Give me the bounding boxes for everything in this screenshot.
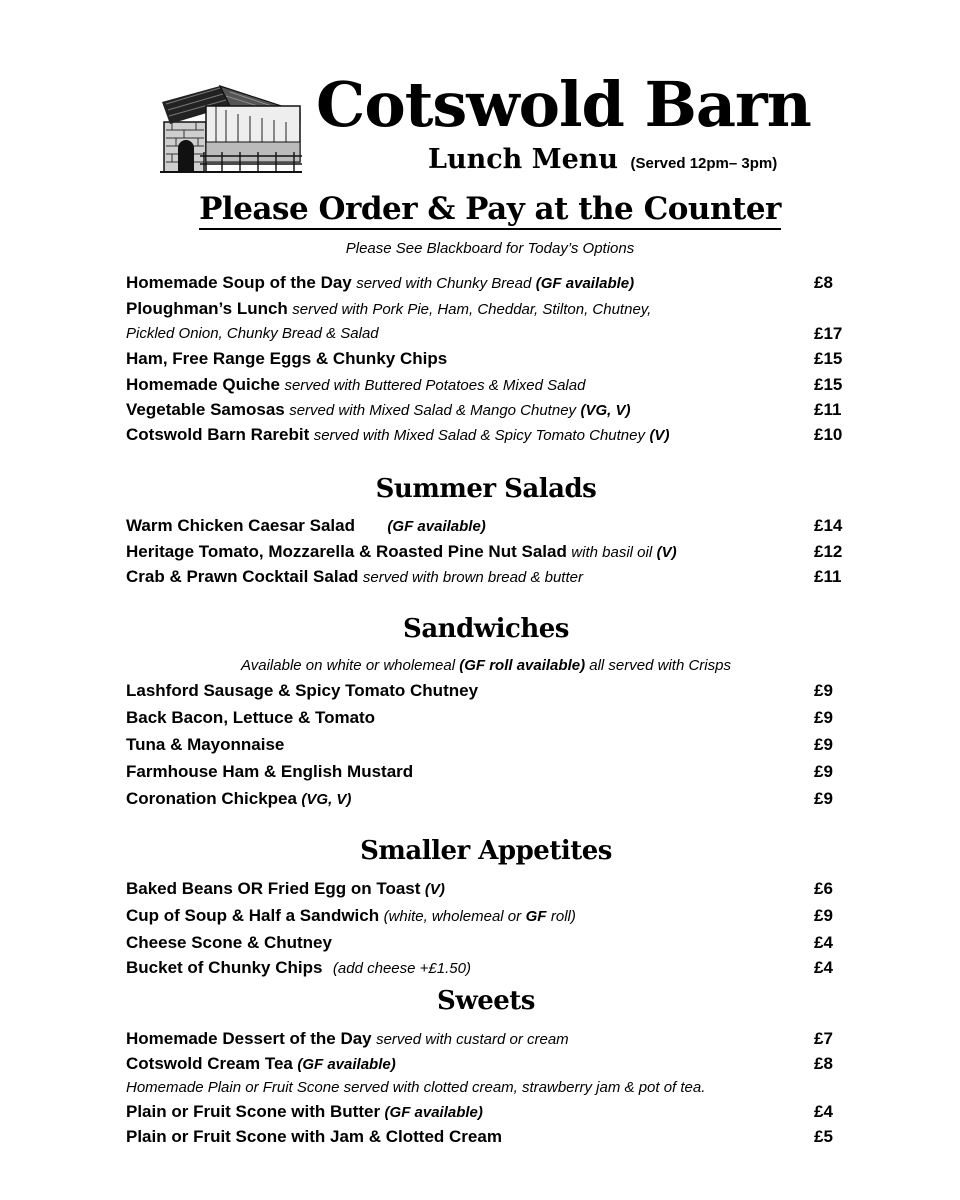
section-heading-sandwiches: Sandwiches bbox=[403, 614, 569, 644]
item-tag: (V) bbox=[649, 427, 670, 444]
item-desc: served with Mixed Salad & Mango Chutney bbox=[289, 402, 577, 419]
item-name: Vegetable Samosas bbox=[126, 400, 285, 419]
item-price: £8 bbox=[814, 1054, 833, 1073]
item-price: £4 bbox=[814, 958, 833, 977]
menu-item bbox=[126, 539, 846, 565]
item-price: £15 bbox=[814, 349, 843, 368]
item-price: £6 bbox=[814, 879, 833, 898]
item-price: £9 bbox=[814, 762, 833, 781]
item-tag: (V) bbox=[424, 881, 445, 898]
cream-tea-note: Homemade Plain or Fruit Scone served with clotted cream, strawberry jam & pot of tea. bbox=[126, 1079, 706, 1096]
menu-item bbox=[126, 876, 846, 902]
section-heading-salads: Summer Salads bbox=[375, 474, 597, 504]
item-desc: (add cheese +£1.50) bbox=[332, 960, 471, 977]
item-name: Baked Beans OR Fried Egg on Toast bbox=[126, 879, 421, 898]
item-tag: (V) bbox=[656, 544, 677, 561]
item-price: £14 bbox=[814, 516, 843, 535]
item-desc-bold: GF bbox=[525, 908, 547, 925]
item-name: Coronation Chickpea bbox=[126, 789, 297, 808]
menu-item bbox=[126, 678, 846, 704]
item-desc: served with Chunky Bread bbox=[356, 275, 532, 292]
item-tag: (GF available) bbox=[535, 275, 635, 292]
item-tag: (GF available) bbox=[384, 1104, 483, 1121]
menu-item-continuation bbox=[126, 321, 846, 347]
item-tag: (VG, V) bbox=[301, 791, 352, 808]
blackboard-note: Please See Blackboard for Today’s Options bbox=[345, 240, 635, 257]
item-desc: served with custard or cream bbox=[376, 1031, 569, 1048]
item-desc: served with brown bread & butter bbox=[362, 569, 583, 586]
item-price: £4 bbox=[814, 1102, 833, 1121]
sandwich-note-tag: (GF roll available) bbox=[459, 657, 586, 674]
barn-illustration bbox=[160, 82, 302, 174]
item-tag: (GF available) bbox=[387, 518, 486, 535]
section-heading-sweets: Sweets bbox=[437, 986, 535, 1016]
item-name: Warm Chicken Caesar Salad bbox=[126, 516, 355, 535]
item-desc-post: roll) bbox=[550, 908, 576, 925]
item-name: Heritage Tomato, Mozzarella & Roasted Pine Nut Salad bbox=[126, 542, 567, 561]
item-name: Back Bacon, Lettuce & Tomato bbox=[126, 708, 376, 727]
item-name: Cheese Scone & Chutney bbox=[126, 933, 332, 952]
menu-item bbox=[126, 903, 846, 929]
item-name: Tuna & Mayonnaise bbox=[126, 735, 285, 754]
sandwich-note-post: all served with Crisps bbox=[589, 657, 731, 674]
item-price: £9 bbox=[814, 906, 833, 925]
item-tag: (GF available) bbox=[297, 1056, 396, 1073]
menu-item bbox=[126, 786, 846, 812]
item-desc: with basil oil bbox=[571, 544, 653, 561]
item-price: £9 bbox=[814, 681, 833, 700]
order-banner-text: Please Order & Pay at the Counter bbox=[199, 191, 781, 230]
sandwich-note bbox=[0, 657, 960, 674]
sandwich-note-pre: Available on white or wholemeal bbox=[241, 657, 456, 674]
item-name: Ham, Free Range Eggs & Chunky Chips bbox=[126, 349, 448, 368]
menu-item bbox=[126, 422, 846, 448]
menu-item bbox=[126, 1099, 846, 1125]
item-name: Homemade Dessert of the Day bbox=[126, 1029, 372, 1048]
menu-item bbox=[126, 397, 846, 423]
menu-subtitle bbox=[428, 144, 777, 175]
item-name: Cotswold Barn Rarebit bbox=[126, 425, 310, 444]
menu-item bbox=[126, 296, 846, 322]
menu-item bbox=[126, 1026, 846, 1052]
menu-item bbox=[126, 705, 846, 731]
item-name: Bucket of Chunky Chips bbox=[126, 958, 323, 977]
menu-item bbox=[126, 564, 846, 590]
item-tag: (VG, V) bbox=[580, 402, 631, 419]
item-name: Homemade Quiche bbox=[126, 375, 280, 394]
item-price: £4 bbox=[814, 933, 833, 952]
item-price: £8 bbox=[814, 273, 833, 292]
item-price: £5 bbox=[814, 1127, 833, 1146]
brand-title: Cotswold Barn bbox=[316, 68, 811, 141]
section-heading-smaller: Smaller Appetites bbox=[360, 836, 612, 866]
item-desc-continued: Pickled Onion, Chunky Bread & Salad bbox=[126, 325, 379, 342]
item-desc: served with Buttered Potatoes & Mixed Salad bbox=[284, 377, 586, 394]
item-name: Lashford Sausage & Spicy Tomato Chutney bbox=[126, 681, 479, 700]
item-price: £9 bbox=[814, 735, 833, 754]
item-price: £15 bbox=[814, 375, 843, 394]
item-name: Cotswold Cream Tea bbox=[126, 1054, 293, 1073]
menu-item bbox=[126, 1124, 846, 1150]
menu-item bbox=[126, 955, 846, 981]
item-name: Ploughman’s Lunch bbox=[126, 299, 288, 318]
item-price: £11 bbox=[814, 567, 842, 586]
item-name: Plain or Fruit Scone with Butter bbox=[126, 1102, 381, 1121]
item-name: Plain or Fruit Scone with Jam & Clotted Cream bbox=[126, 1127, 502, 1146]
serving-hours: (Served 12pm– 3pm) bbox=[630, 155, 778, 172]
menu-item bbox=[126, 732, 846, 758]
menu-item bbox=[126, 513, 846, 539]
item-price: £11 bbox=[814, 400, 842, 419]
menu-item bbox=[126, 372, 846, 398]
item-price: £7 bbox=[814, 1029, 833, 1048]
item-price: £9 bbox=[814, 789, 833, 808]
item-price: £17 bbox=[814, 324, 843, 343]
item-desc: served with Pork Pie, Ham, Cheddar, Stilton, Chutney, bbox=[292, 301, 652, 318]
order-banner bbox=[0, 191, 960, 227]
item-price: £9 bbox=[814, 708, 833, 727]
menu-title: Lunch Menu bbox=[428, 144, 619, 175]
item-price: £12 bbox=[814, 542, 843, 561]
item-desc: served with Mixed Salad & Spicy Tomato Chutney bbox=[313, 427, 645, 444]
item-price: £10 bbox=[814, 425, 843, 444]
menu-item bbox=[126, 346, 846, 372]
item-name: Cup of Soup & Half a Sandwich bbox=[126, 906, 380, 925]
menu-item bbox=[126, 270, 846, 296]
menu-item bbox=[126, 1051, 846, 1077]
item-name: Crab & Prawn Cocktail Salad bbox=[126, 567, 359, 586]
menu-item bbox=[126, 930, 846, 956]
item-name: Farmhouse Ham & English Mustard bbox=[126, 762, 414, 781]
menu-item bbox=[126, 759, 846, 785]
item-name: Homemade Soup of the Day bbox=[126, 273, 352, 292]
item-desc: (white, wholemeal or bbox=[383, 908, 522, 925]
